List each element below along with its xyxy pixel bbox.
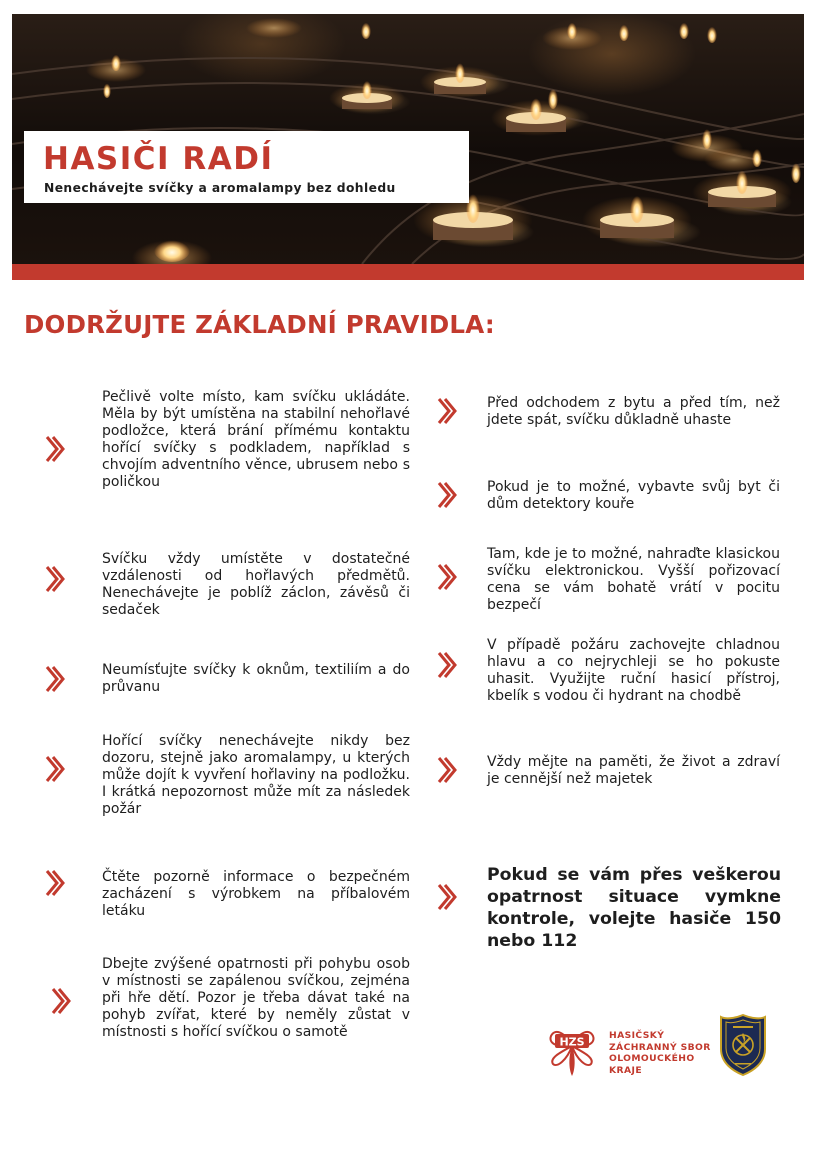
left-rule-1: Pečlivě volte místo, kam svíčku ukládáte. Měla by být umístěna na stabilní nehořlavé podložce, která brání přímému kontaktu hořící svíčky s podkladem, například s chvojím adventního věnce, ubrusem nebo s poličkou [102,389,410,490]
left-rule-3: Neumísťujte svíčky k oknům, textiliím a do průvanu [102,662,410,695]
hero-banner [12,14,804,264]
fire-brigade-badge-icon [719,1013,767,1077]
chevron-right-icon [44,868,66,898]
chevron-right-icon [44,664,66,694]
chevron-right-icon [436,882,458,912]
chevron-right-icon [436,396,458,426]
chevron-right-icon [436,650,458,680]
page-subtitle: Nenechávejte svíčky a aromalampy bez dohledu [44,181,396,195]
left-rule-5: Čtěte pozorně informace o bezpečném zacházení s výrobkem na příbalovém letáku [102,869,410,919]
emergency-call-notice: Pokud se vám přes veškerou opatrnost situace vymkne kontrole, volejte hasiče 150 nebo 112 [487,865,781,951]
right-rule-1: Před odchodem z bytu a před tím, než jdete spát, svíčku důkladně uhaste [487,395,780,428]
left-rule-2: Svíčku vždy umístěte v dostatečné vzdálenosti od hořlavých předmětů. Nenechávejte je poblíž záclon, závěsů či sedaček [102,551,410,618]
chevron-right-icon [44,434,66,464]
right-rule-5: Vždy mějte na paměti, že život a zdraví je cennější než majetek [487,754,780,787]
chevron-right-icon [50,986,72,1016]
chevron-right-icon [436,562,458,592]
left-rule-4: Hořící svíčky nenechávejte nikdy bez dozoru, stejně jako aromalampy, u kterých může dojít k vyvření hořlaviny na podložku. I krátká nepozornost může mít za následek požár [102,733,410,817]
chevron-right-icon [436,480,458,510]
chevron-right-icon [436,755,458,785]
right-rule-3: Tam, kde je to možné, nahraďte klasickou svíčku elektronickou. Vyšší pořizovací cena se vám bohatě vrátí v pocitu bezpečí [487,546,780,613]
right-rule-2: Pokud je to možné, vybavte svůj byt či dům detektory kouře [487,479,780,512]
organization-name-line: KRAJE [609,1064,642,1076]
chevron-right-icon [44,564,66,594]
chevron-right-icon [44,754,66,784]
organization-name-line: OLOMOUCKÉHO [609,1053,695,1064]
title-box [24,131,469,203]
organization-name [609,1030,711,1076]
rules-heading: DODRŽUJTE ZÁKLADNÍ PRAVIDLA: [24,310,495,339]
organization-name-line: HASIČSKÝ [609,1030,665,1041]
right-rule-4: V případě požáru zachovejte chladnou hlavu a co nejrychleji se ho pokuste uhasit. Využijte ruční hasicí přístroj, kbelík s vodou či hydrant na chodbě [487,637,780,704]
page-title: HASIČI RADÍ [43,141,274,177]
hzs-logo-icon [545,1022,599,1078]
organization-name-line: ZÁCHRANNÝ SBOR [609,1041,711,1053]
left-rule-6: Dbejte zvýšené opatrnosti při pohybu osob v místnosti se zapálenou svíčkou, zejména při hře dětí. Pozor je třeba dávat také na pohyb zvířat, které by neměly zůstat v místnosti s hořící svíčkou o samotě [102,956,410,1040]
accent-divider [12,264,804,280]
hzs-logo-text: HZS [559,1035,585,1049]
